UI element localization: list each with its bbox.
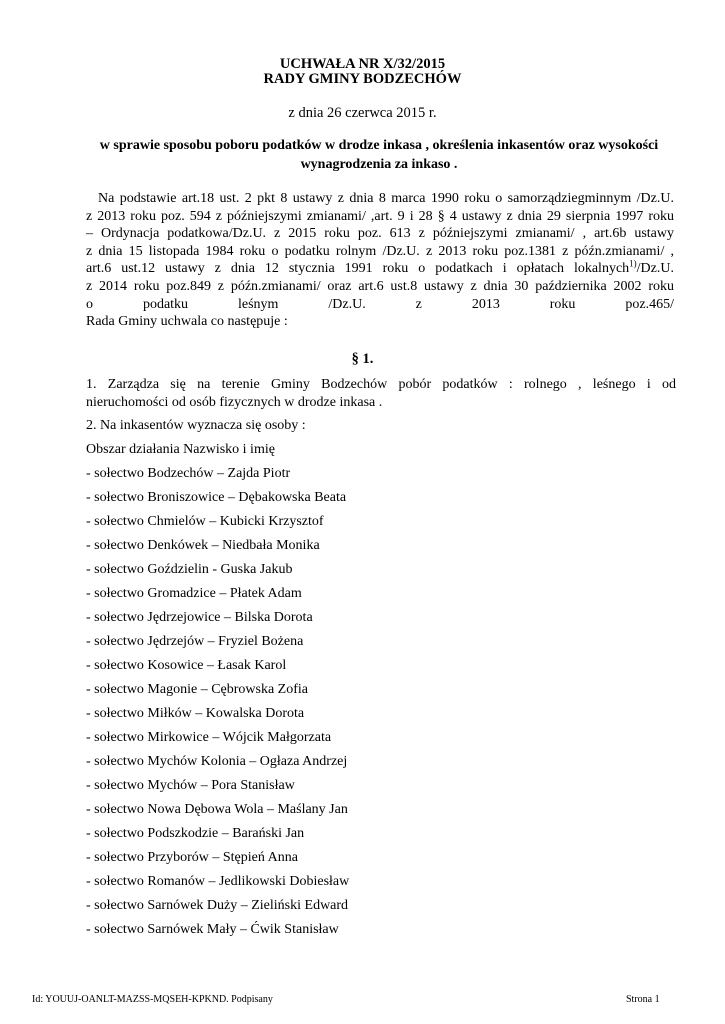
list-item: - sołectwo Mychów – Pora Stanisław [86,778,295,793]
preamble-line: Na podstawie art.18 ust. 2 pkt 8 ustawy z dnia 8 marca 1990 roku o samorządziegminnym /Dz.U. [98,191,674,206]
resolution-date: z dnia 26 czerwca 2015 r. [288,105,437,121]
list-item: - sołectwo Przyborów – Stępień Anna [86,850,298,865]
point-1-line-1: 1. Zarządza się na terenie Gminy Bodzechów pobór podatków : rolnego , leśnego i od [86,377,676,392]
list-item: - sołectwo Broniszowice – Dębakowska Beata [86,490,347,505]
page-number: Strona 1 [626,994,660,1005]
preamble-line: z 2013 roku poz. 594 z późniejszymi zmianami/ ,art. 9 i 28 § 4 ustawy z dnia 29 sierpnia 1997 roku [86,208,674,224]
issuing-body: RADY GMINY BODZECHÓW [263,71,462,87]
list-item: - sołectwo Nowa Dębowa Wola – Maślany Jan [86,802,348,817]
preamble-line: o podatku leśnym /Dz.U. z 2013 roku poz.465/ [86,296,674,312]
preamble-line-with-footnote [86,260,674,278]
list-item: - sołectwo Jędrzejowice – Bilska Dorota [86,610,313,625]
list-item: - sołectwo Mirkowice – Wójcik Małgorzata [86,730,332,745]
preamble-line: – Ordynacja podatkowa/Dz.U. z 2015 roku poz. 613 z późniejszymi zmianami/ , art.6b ustawy [86,226,674,242]
list-item: - sołectwo Romanów – Jedlikowski Dobiesław [86,874,350,889]
list-item: - sołectwo Sarnówek Duży – Zieliński Edward [86,898,349,913]
list-item: - sołectwo Gromadzice – Płatek Adam [86,586,302,601]
list-header: Obszar działania Nazwisko i imię [86,442,275,457]
preamble-line: z dnia 15 listopada 1984 roku o podatku rolnym /Dz.U. z 2013 roku poz.1381 z późn.zmianami/ , [86,243,674,259]
preamble-line: z 2014 roku poz.849 z późn.zmianami/ oraz art.6 ust.8 ustawy z dnia 30 października 2002 roku [86,278,674,294]
list-item: - sołectwo Kosowice – Łasak Karol [86,658,287,673]
footnote-marker: 1) [629,258,637,269]
list-item: - sołectwo Jędrzejów – Fryziel Bożena [86,634,304,649]
preamble-paragraph [86,190,674,331]
preamble-line-text: art.6 ust.12 ustawy z dnia 12 stycznia 1991 roku o podatkach i opłatach lokalnych [86,261,630,277]
resolution-number: UCHWAŁA NR X/32/2015 [279,56,446,72]
list-item: - sołectwo Bodzechów – Zajda Piotr [86,466,291,481]
list-item: - sołectwo Denkówek – Niedbała Monika [86,538,320,553]
preamble-line-tail: /Dz.U. [636,261,674,277]
list-item: - sołectwo Sarnówek Mały – Ćwik Stanisław [86,922,339,937]
section-heading: § 1. [351,351,374,367]
list-item: - sołectwo Goździelin - Guska Jakub [86,562,293,577]
subject-line-2: wynagrodzenia za inkaso . [300,157,458,172]
list-item: - sołectwo Miłków – Kowalska Dorota [86,706,305,721]
subject-line-1: w sprawie sposobu poboru podatków w drodze inkasa , określenia inkasentów oraz wysokości [99,138,659,153]
resolution-subject [86,136,672,174]
point-1-line-2: nieruchomości od osób fizycznych w drodze inkasa . [86,395,383,410]
document-id: Id: YOUUJ-OANLT-MAZSS-MQSEH-KPKND. Podpisany [32,994,273,1005]
list-item: - sołectwo Magonie – Cębrowska Zofia [86,682,308,697]
list-item: - sołectwo Podszkodzie – Barański Jan [86,826,305,841]
point-2: 2. Na inkasentów wyznacza się osoby : [86,418,306,433]
list-item: - sołectwo Mychów Kolonia – Ogłaza Andrzej [86,754,348,769]
list-item: - sołectwo Chmielów – Kubicki Krzysztof [86,514,324,529]
preamble-line: Rada Gminy uchwala co następuje : [86,314,288,330]
